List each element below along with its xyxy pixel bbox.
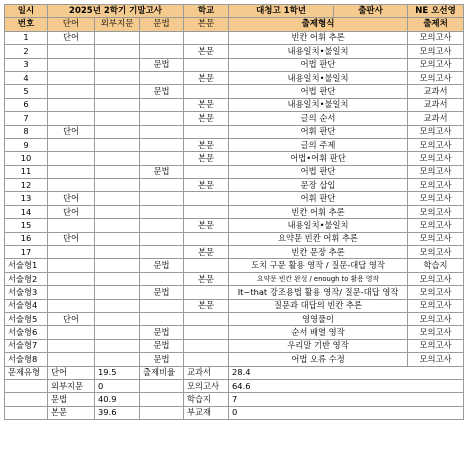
column-header-number: 번호 (5, 18, 48, 31)
stats-empty (5, 406, 48, 419)
text-type: 본문 (184, 272, 229, 285)
grammar-type (140, 179, 184, 192)
external-type (95, 286, 140, 299)
question-row (5, 232, 464, 245)
question-source: 모의고사 (408, 312, 464, 325)
question-number: 15 (5, 219, 48, 232)
text-type (184, 259, 229, 272)
word-type (48, 219, 95, 232)
question-row (5, 326, 464, 339)
external-type (95, 219, 140, 232)
question-format: 어법•어휘 판단 (229, 152, 408, 165)
stats-type-value: 39.6 (95, 406, 140, 419)
column-header-external: 외부지문 (95, 18, 140, 31)
word-type (48, 353, 95, 366)
question-row (5, 138, 464, 151)
question-source: 모의고사 (408, 31, 464, 44)
question-source: 교과서 (408, 98, 464, 111)
external-type (95, 45, 140, 58)
header-date-label: 일시 (5, 5, 48, 18)
question-number: 10 (5, 152, 48, 165)
question-number: 서술형7 (5, 339, 48, 352)
word-type: 단어 (48, 125, 95, 138)
header-publisher-name: NE 오선영 (408, 5, 464, 18)
question-format: 도치 구문 활용 영작 / 질문-대답 영작 (229, 259, 408, 272)
question-number: 9 (5, 138, 48, 151)
question-source: 모의고사 (408, 232, 464, 245)
stats-source-name: 교과서 (184, 366, 229, 379)
question-row (5, 259, 464, 272)
stats-type-value: 19.5 (95, 366, 140, 379)
text-type: 본문 (184, 152, 229, 165)
question-number: 서술형3 (5, 286, 48, 299)
text-type (184, 58, 229, 71)
column-header-format: 출제형식 (229, 18, 408, 31)
text-type (184, 353, 229, 366)
grammar-type (140, 232, 184, 245)
stats-empty (140, 393, 184, 406)
text-type (184, 205, 229, 218)
question-source: 모의고사 (408, 299, 464, 312)
stats-type-value: 0 (95, 379, 140, 392)
text-type: 본문 (184, 179, 229, 192)
question-row (5, 125, 464, 138)
question-format: 내용일치•불일치 (229, 219, 408, 232)
grammar-type (140, 246, 184, 259)
external-type (95, 312, 140, 325)
question-format: 내용일치•불일치 (229, 45, 408, 58)
question-number: 서술형2 (5, 272, 48, 285)
exam-analysis-table (4, 4, 464, 420)
text-type (184, 339, 229, 352)
stats-type-name: 문법 (48, 393, 95, 406)
question-row (5, 112, 464, 125)
stats-ratio-label: 출제비율 (140, 366, 184, 379)
question-number: 7 (5, 112, 48, 125)
question-number: 17 (5, 246, 48, 259)
grammar-type: 문법 (140, 259, 184, 272)
word-type: 단어 (48, 312, 95, 325)
grammar-type: 문법 (140, 326, 184, 339)
stats-empty (140, 406, 184, 419)
question-source: 모의고사 (408, 246, 464, 259)
question-row (5, 339, 464, 352)
question-format: 요약문 빈칸 완성 / enough to 활용 영작 (229, 272, 408, 285)
stats-type-label: 문제유형 (5, 366, 48, 379)
question-row (5, 31, 464, 44)
text-type: 본문 (184, 112, 229, 125)
word-type (48, 286, 95, 299)
external-type (95, 125, 140, 138)
question-source: 모의고사 (408, 339, 464, 352)
column-header-row (5, 18, 464, 31)
grammar-type (140, 272, 184, 285)
text-type (184, 31, 229, 44)
question-row (5, 246, 464, 259)
question-format: 어휘 판단 (229, 192, 408, 205)
text-type (184, 232, 229, 245)
word-type: 단어 (48, 192, 95, 205)
stats-row (5, 379, 464, 392)
question-source: 교과서 (408, 85, 464, 98)
external-type (95, 138, 140, 151)
word-type (48, 326, 95, 339)
text-type: 본문 (184, 219, 229, 232)
question-format: 문장 삽입 (229, 179, 408, 192)
external-type (95, 152, 140, 165)
question-row (5, 272, 464, 285)
question-number: 14 (5, 205, 48, 218)
text-type: 본문 (184, 71, 229, 84)
text-type: 본문 (184, 246, 229, 259)
question-format: 글의 주제 (229, 138, 408, 151)
question-row (5, 98, 464, 111)
grammar-type (140, 125, 184, 138)
word-type: 단어 (48, 205, 95, 218)
question-source: 모의고사 (408, 353, 464, 366)
word-type (48, 339, 95, 352)
question-format: 빈칸 어휘 추론 (229, 31, 408, 44)
grammar-type: 문법 (140, 286, 184, 299)
question-number: 5 (5, 85, 48, 98)
text-type (184, 326, 229, 339)
external-type (95, 31, 140, 44)
grammar-type: 문법 (140, 85, 184, 98)
grammar-type (140, 45, 184, 58)
word-type (48, 165, 95, 178)
grammar-type (140, 312, 184, 325)
question-row (5, 312, 464, 325)
word-type (48, 179, 95, 192)
question-format: 요약문 빈칸 어휘 추론 (229, 232, 408, 245)
grammar-type (140, 138, 184, 151)
question-row (5, 192, 464, 205)
stats-empty (140, 379, 184, 392)
question-source: 모의고사 (408, 152, 464, 165)
question-number: 서술형8 (5, 353, 48, 366)
grammar-type (140, 152, 184, 165)
word-type (48, 299, 95, 312)
question-source: 모의고사 (408, 272, 464, 285)
column-header-text: 본문 (184, 18, 229, 31)
external-type (95, 353, 140, 366)
stats-type-name: 외부지문 (48, 379, 95, 392)
question-number: 서술형6 (5, 326, 48, 339)
text-type: 본문 (184, 98, 229, 111)
external-type (95, 98, 140, 111)
question-format: It~that 강조용법 활용 영작/ 질문-대답 영작 (229, 286, 408, 299)
question-number: 3 (5, 58, 48, 71)
question-source: 모의고사 (408, 205, 464, 218)
question-row (5, 45, 464, 58)
stats-row (5, 366, 464, 379)
external-type (95, 232, 140, 245)
question-row (5, 299, 464, 312)
question-number: 11 (5, 165, 48, 178)
stats-source-name: 학습지 (184, 393, 229, 406)
stats-source-name: 부교재 (184, 406, 229, 419)
column-header-grammar: 문법 (140, 18, 184, 31)
external-type (95, 165, 140, 178)
question-row (5, 152, 464, 165)
stats-source-value: 28.4 (229, 366, 464, 379)
question-source: 모의고사 (408, 45, 464, 58)
grammar-type (140, 98, 184, 111)
question-number: 4 (5, 71, 48, 84)
stats-empty (5, 379, 48, 392)
header-school-publisher (229, 5, 408, 18)
word-type (48, 45, 95, 58)
external-type (95, 205, 140, 218)
question-source: 모의고사 (408, 165, 464, 178)
question-number: 서술형1 (5, 259, 48, 272)
external-type (95, 326, 140, 339)
question-number: 12 (5, 179, 48, 192)
word-type: 단어 (48, 232, 95, 245)
question-format: 어휘 판단 (229, 125, 408, 138)
stats-source-name: 모의고사 (184, 379, 229, 392)
external-type (95, 246, 140, 259)
grammar-type (140, 205, 184, 218)
grammar-type (140, 299, 184, 312)
question-number: 2 (5, 45, 48, 58)
text-type: 본문 (184, 45, 229, 58)
text-type (184, 286, 229, 299)
question-source: 교과서 (408, 112, 464, 125)
question-source: 모의고사 (408, 179, 464, 192)
question-format: 순서 배열 영작 (229, 326, 408, 339)
external-type (95, 272, 140, 285)
stats-source-value: 64.6 (229, 379, 464, 392)
grammar-type: 문법 (140, 58, 184, 71)
stats-source-value: 7 (229, 393, 464, 406)
question-number: 서술형4 (5, 299, 48, 312)
external-type (95, 71, 140, 84)
word-type (48, 71, 95, 84)
question-source: 모의고사 (408, 326, 464, 339)
question-row (5, 179, 464, 192)
word-type (48, 152, 95, 165)
external-type (95, 179, 140, 192)
word-type (48, 85, 95, 98)
external-type (95, 259, 140, 272)
question-format: 어법 오류 수정 (229, 353, 408, 366)
external-type (95, 58, 140, 71)
grammar-type: 문법 (140, 165, 184, 178)
word-type (48, 138, 95, 151)
header-exam-name: 2025년 2학기 기말고사 (48, 5, 184, 18)
text-type (184, 192, 229, 205)
grammar-type (140, 112, 184, 125)
question-number: 13 (5, 192, 48, 205)
stats-type-value: 40.9 (95, 393, 140, 406)
stats-empty (5, 393, 48, 406)
question-source: 모의고사 (408, 125, 464, 138)
question-source: 모의고사 (408, 219, 464, 232)
stats-type-name: 본문 (48, 406, 95, 419)
question-number: 6 (5, 98, 48, 111)
external-type (95, 85, 140, 98)
word-type (48, 58, 95, 71)
question-format: 어법 판단 (229, 58, 408, 71)
question-row (5, 205, 464, 218)
grammar-type (140, 219, 184, 232)
word-type (48, 272, 95, 285)
text-type (184, 165, 229, 178)
question-format: 글의 순서 (229, 112, 408, 125)
header-school-name: 대청고 1학년 (256, 5, 306, 16)
stats-source-value: 0 (229, 406, 464, 419)
question-source: 모의고사 (408, 58, 464, 71)
text-type: 본문 (184, 299, 229, 312)
header-school-label: 학교 (184, 5, 229, 18)
question-format: 어법 판단 (229, 85, 408, 98)
question-format: 내용일치•불일치 (229, 98, 408, 111)
word-type (48, 259, 95, 272)
question-number: 서술형5 (5, 312, 48, 325)
question-source: 모의고사 (408, 71, 464, 84)
external-type (95, 192, 140, 205)
word-type (48, 98, 95, 111)
question-row (5, 219, 464, 232)
question-row (5, 58, 464, 71)
grammar-type (140, 31, 184, 44)
word-type (48, 246, 95, 259)
external-type (95, 112, 140, 125)
question-source: 모의고사 (408, 286, 464, 299)
column-header-source: 출제처 (408, 18, 464, 31)
question-format: 내용일치•불일치 (229, 71, 408, 84)
column-header-word: 단어 (48, 18, 95, 31)
grammar-type: 문법 (140, 353, 184, 366)
question-source: 학습지 (408, 259, 464, 272)
question-row (5, 85, 464, 98)
question-row (5, 286, 464, 299)
question-number: 16 (5, 232, 48, 245)
grammar-type (140, 71, 184, 84)
text-type: 본문 (184, 138, 229, 151)
question-format: 빈칸 문장 추론 (229, 246, 408, 259)
question-number: 1 (5, 31, 48, 44)
question-source: 모의고사 (408, 138, 464, 151)
external-type (95, 299, 140, 312)
header-split (229, 5, 407, 17)
question-format: 우리말 기반 영작 (229, 339, 408, 352)
word-type (48, 112, 95, 125)
text-type (184, 125, 229, 138)
title-row (5, 5, 464, 18)
word-type: 단어 (48, 31, 95, 44)
stats-row (5, 393, 464, 406)
grammar-type: 문법 (140, 339, 184, 352)
question-format: 영영풀이 (229, 312, 408, 325)
text-type (184, 312, 229, 325)
stats-type-name: 단어 (48, 366, 95, 379)
question-row (5, 353, 464, 366)
question-row (5, 165, 464, 178)
grammar-type (140, 192, 184, 205)
external-type (95, 339, 140, 352)
question-source: 모의고사 (408, 192, 464, 205)
text-type (184, 85, 229, 98)
question-format: 질문과 대답의 빈칸 추론 (229, 299, 408, 312)
stats-row (5, 406, 464, 419)
question-format: 어법 판단 (229, 165, 408, 178)
question-row (5, 71, 464, 84)
question-number: 8 (5, 125, 48, 138)
header-publisher-label: 출판사 (333, 6, 407, 17)
question-format: 빈칸 어휘 추론 (229, 205, 408, 218)
